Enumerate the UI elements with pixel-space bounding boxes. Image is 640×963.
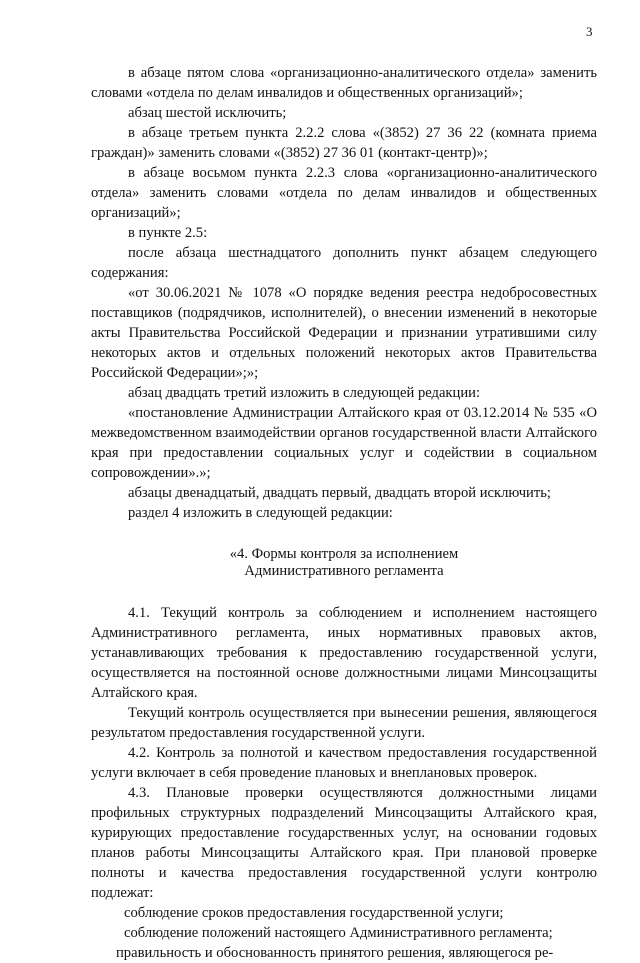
paragraph: «от 30.06.2021 № 1078 «О порядке ведения реестра недобросовестных поставщиков (подрядчиков, исполнителей), о внесении изменений в некоторые акты Правительства Российской Федерации и признании утратившими силу некоторых актов и отдельных положений некоторых актов Правительства Российской Федерации»;»; (91, 285, 597, 381)
section-heading-line-2: Административного регламента (244, 563, 444, 579)
section-heading (91, 546, 597, 580)
paragraph: в пункте 2.5: (128, 225, 208, 241)
paragraph: соблюдение положений настоящего Административного регламента; (124, 925, 553, 941)
paragraph: правильность и обоснованность принятого решения, являющегося ре- (116, 945, 554, 961)
page-number: 3 (586, 24, 593, 39)
paragraph: раздел 4 изложить в следующей редакции: (128, 505, 393, 521)
paragraph: после абзаца шестнадцатого дополнить пункт абзацем следующего содержания: (91, 245, 597, 281)
paragraph: 4.1. Текущий контроль за соблюдением и исполнением настоящего Административного регламента, иных нормативных правовых актов, устанавливающих требования к предоставлению государственной услуги, осуществляется на постоянной основе должностными лицами Минсоцзащиты Алтайского края. (91, 605, 597, 701)
section-heading-line-1: «4. Формы контроля за исполнением (229, 546, 459, 562)
paragraph: 4.2. Контроль за полнотой и качеством предоставления государственной услуги включает в себя проведение плановых и внеплановых проверок. (91, 745, 597, 781)
paragraph: абзац двадцать третий изложить в следующей редакции: (128, 385, 481, 401)
paragraph: в абзаце восьмом пункта 2.2.3 слова «организационно-аналитического отдела» заменить словами «отдела по делам инвалидов и общественных организаций»; (91, 165, 597, 221)
paragraph: Текущий контроль осуществляется при вынесении решения, являющегося результатом предоставления государственной услуги. (91, 705, 597, 741)
paragraph: «постановление Администрации Алтайского края от 03.12.2014 № 535 «О межведомственном взаимодействии органов государственной власти Алтайского края при предоставлении социальных услуг и содействии в социальном сопровождении».»; (91, 405, 597, 481)
paragraph: в абзаце пятом слова «организационно-аналитического отдела» заменить словами «отдела по делам инвалидов и общественных организаций»; (91, 65, 597, 101)
document-body (91, 63, 597, 963)
paragraph: абзацы двенадцатый, двадцать первый, двадцать второй исключить; (128, 485, 551, 501)
paragraph: в абзаце третьем пункта 2.2.2 слова «(3852) 27 36 22 (комната приема граждан)» заменить словами «(3852) 27 36 01 (контакт-центр)»; (91, 125, 597, 161)
paragraph: абзац шестой исключить; (128, 105, 287, 121)
paragraph: соблюдение сроков предоставления государственной услуги; (124, 905, 504, 921)
paragraph: 4.3. Плановые проверки осуществляются должностными лицами профильных структурных подразделений Минсоцзащиты Алтайского края, курирующих предоставление государственных услуг, на основании годовых планов работы Минсоцзащиты Алтайского края. При плановой проверке полноты и качества предоставления государственной услуги контролю подлежат: (91, 785, 597, 901)
